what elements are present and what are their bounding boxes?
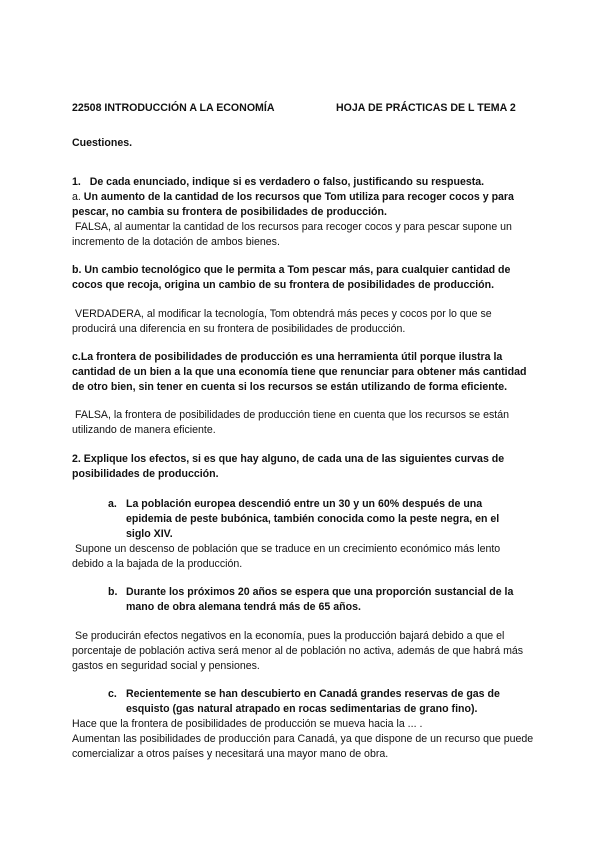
q1-prompt xyxy=(72,175,534,190)
q2a-statement: La población europea descendió entre un 30 y un 60% después de una epidemia de peste bubónica, también conocida como la peste negra, en el siglo XIV. xyxy=(126,498,500,541)
q2b-label: b. xyxy=(108,586,118,598)
q1-number: 1. xyxy=(72,176,81,188)
q2c-statement-block xyxy=(108,687,518,717)
q2a-statement-block xyxy=(108,497,518,543)
q1a-answer: FALSA, al aumentar la cantidad de los recursos para recoger cocos y para pescar supone un incremento de la dotación de ambos bienes. xyxy=(72,221,512,249)
q2c-answer-line2: Aumentan las posibilidades de producción para Canadá, ya que dispone de un recurso que puede comercializar a otros países y necesitará una mayor mano de obra. xyxy=(72,733,534,761)
q2b-statement-block xyxy=(108,585,518,615)
q1a-statement: Un aumento de la cantidad de los recursos que Tom utiliza para recoger cocos y para pescar, no cambia su frontera de posibilidades de producción. xyxy=(72,191,514,219)
section-title: Cuestiones. xyxy=(72,137,133,149)
q2c-statement: Recientemente se han descubierto en Canadá grandes reservas de gas de esquisto (gas natural atrapado en rocas sedimentarias de grano fino). xyxy=(126,688,500,716)
q2a-answer: Supone un descenso de población que se traduce en un crecimiento económico más lento debido a la bajada de la producción. xyxy=(72,543,501,571)
q1-prompt-text: De cada enunciado, indique si es verdadero o falso, justificando su respuesta. xyxy=(89,176,485,188)
q2-prompt: 2. Explique los efectos, si es que hay alguno, de cada una de las siguientes curvas de posibilidades de producción. xyxy=(72,453,505,481)
q2a-label: a. xyxy=(108,498,117,510)
course-title: 22508 INTRODUCCIÓN A LA ECONOMÍA xyxy=(72,102,275,114)
q1a-label: a. xyxy=(72,191,81,203)
q1b-answer: VERDADERA, al modificar la tecnología, Tom obtendrá más peces y cocos por lo que se producirá una diferencia en su frontera de posibilidades de producción. xyxy=(72,308,492,336)
q1a-statement-block xyxy=(72,190,534,220)
q2c-label: c. xyxy=(108,688,117,700)
sheet-title: HOJA DE PRÁCTICAS DE L TEMA 2 xyxy=(336,102,516,114)
q2b-answer: Se producirán efectos negativos en la economía, pues la producción bajará debido a que el porcentaje de población activa será menor al de población no activa, además de que habrá más gastos en seguridad social y pensiones. xyxy=(72,630,524,673)
q1c-statement: c.La frontera de posibilidades de producción es una herramienta útil porque ilustra la cantidad de un bien a la que una economía tiene que renunciar para obtener más cantidad de otro bien, sin tener en cuenta si los recursos se están utilizando de forma eficiente. xyxy=(72,351,527,394)
q1c-answer: FALSA, la frontera de posibilidades de producción tiene en cuenta que los recursos se están utilizando de manera eficiente. xyxy=(72,409,510,437)
q2c-answer-line1: Hace que la frontera de posibilidades de producción se mueva hacia la ... . xyxy=(72,718,423,730)
q1b-statement: b. Un cambio tecnológico que le permita a Tom pescar más, para cualquier cantidad de cocos que recoja, origina un cambio de su frontera de posibilidades de producción. xyxy=(72,264,511,292)
q2b-statement: Durante los próximos 20 años se espera que una proporción sustancial de la mano de obra alemana tendrá más de 65 años. xyxy=(126,586,514,614)
